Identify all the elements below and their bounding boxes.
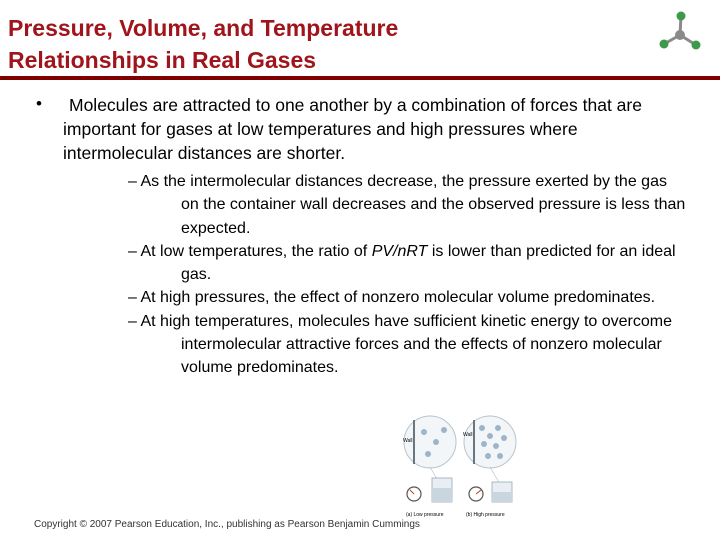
- wall-label-b: Wall: [463, 432, 473, 438]
- molecule-logo-icon: [656, 10, 704, 54]
- sub-point-2-formula: PV/nRT: [371, 242, 428, 260]
- sub-point-4-text: – At high temperatures, molecules have sufficient kinetic energy to overcome intermolecular attractive forces and the effects of nonzero molecular volume predominates.: [128, 312, 672, 377]
- sub-point-2-text: – At low temperatures, the ratio of: [128, 242, 372, 260]
- wall-label-a: Wall: [403, 438, 413, 444]
- slide-title: [8, 12, 568, 76]
- main-point: [63, 93, 683, 165]
- title-line-2: Relationships in Real Gases: [8, 47, 317, 73]
- sub-point-2-suffix: is lower than predicted for an ideal gas.: [181, 242, 676, 284]
- sub-point-3: [128, 286, 688, 309]
- caption-low-pressure: (a) Low pressure: [406, 512, 444, 518]
- sub-point-2: [128, 240, 688, 287]
- sub-point-1: [128, 170, 688, 240]
- title-divider: [0, 76, 720, 80]
- bullet-dot: •: [36, 94, 42, 113]
- main-point-text: Molecules are attracted to one another by a combination of forces that are important for gases at low temperatures and high pressures where intermolecular distances are shorter.: [63, 95, 642, 163]
- sub-point-4: [128, 310, 688, 380]
- panel-low-pressure: [403, 416, 456, 518]
- panel-high-pressure: [463, 416, 516, 518]
- copyright-notice: Copyright © 2007 Pearson Education, Inc., publishing as Pearson Benjamin Cummings: [34, 519, 420, 530]
- sub-point-3-text: – At high pressures, the effect of nonzero molecular volume predominates.: [128, 289, 656, 307]
- sub-points-list: [128, 170, 688, 380]
- sub-point-1-text: – As the intermolecular distances decrease, the pressure exerted by the gas on the container wall decreases and the observed pressure is less than expected.: [128, 173, 686, 237]
- title-line-1: Pressure, Volume, and Temperature: [8, 15, 399, 41]
- gas-pressure-figure: [400, 412, 520, 522]
- caption-high-pressure: (b) High pressure: [466, 512, 505, 518]
